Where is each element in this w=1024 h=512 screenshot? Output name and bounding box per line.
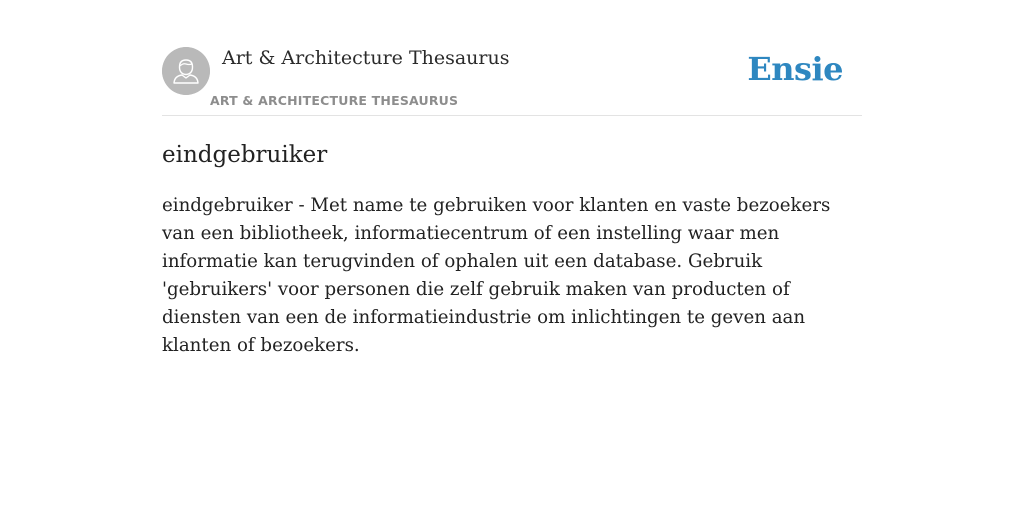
- source-title[interactable]: Art & Architecture Thesaurus: [222, 47, 510, 69]
- source-subtitle-link[interactable]: ART & ARCHITECTURE THESAURUS: [210, 93, 459, 108]
- entry-definition: eindgebruiker - Met name te gebruiken voor klanten en vaste bezoekers van een bibliotheek, informatiecentrum of een instelling waar men informatie kan terugvinden of ophalen uit een database. Gebruik 'gebruikers' voor personen die zelf gebruik maken van producten of diensten van een de informatieindustrie om inlichtingen te geven aan klanten of bezoekers.: [162, 195, 831, 356]
- user-avatar-icon: [162, 47, 210, 95]
- source-header: [162, 0, 862, 116]
- ensie-logo-link[interactable]: Ensie: [747, 50, 843, 88]
- source-avatar[interactable]: [162, 47, 210, 95]
- entry-term-heading: eindgebruiker: [162, 142, 328, 168]
- page-container: [162, 0, 862, 356]
